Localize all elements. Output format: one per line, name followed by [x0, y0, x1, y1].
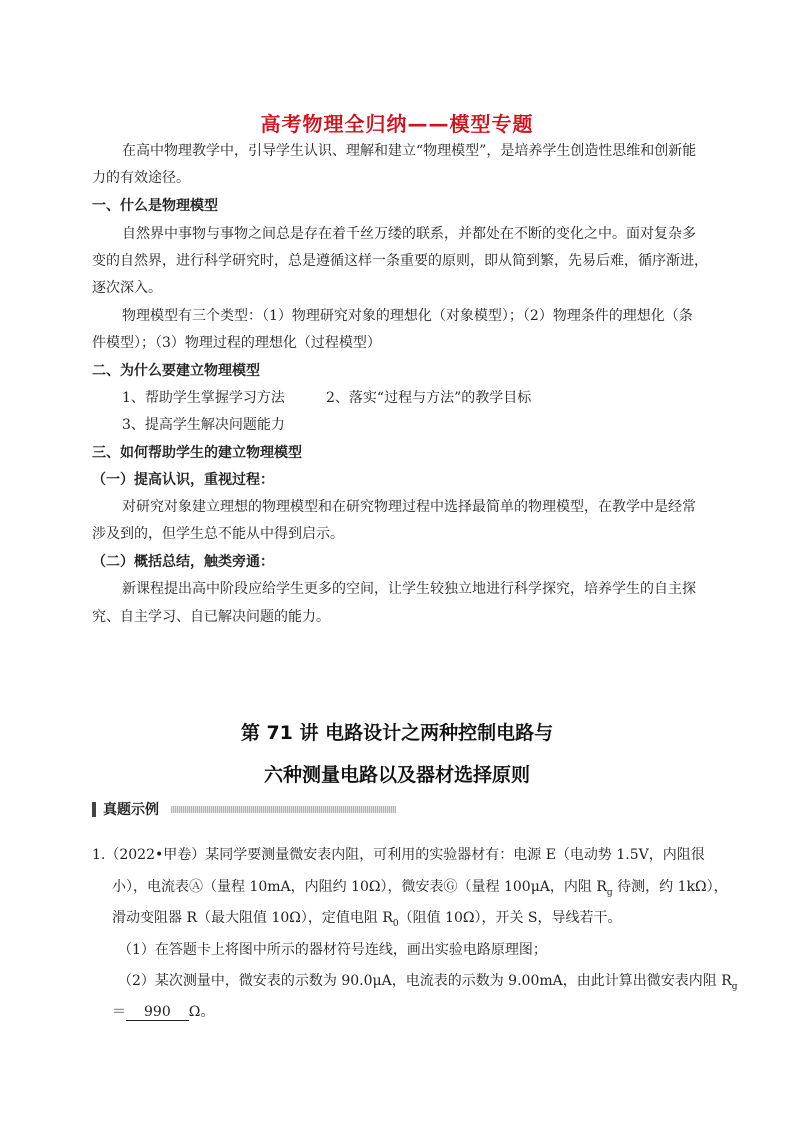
section-3-heading: 三、如何帮助学生的建立物理模型 — [92, 445, 302, 461]
subscript-0: 0 — [392, 918, 399, 929]
section-marker — [92, 802, 96, 817]
answer-blank: 990 — [126, 1004, 189, 1021]
answer-unit: Ω。 — [188, 1004, 215, 1020]
sec3-sub2-line1: 新课程提出高中阶段应给学生更多的空间，让学生较独立地进行科学探究，培养学生的自主探 — [122, 581, 696, 597]
section-2-heading: 二、为什么要建立物理模型 — [92, 363, 260, 379]
intro-line-2: 力的有效途径。 — [92, 170, 190, 186]
section-1-heading: 一、什么是物理模型 — [92, 198, 218, 214]
sec3-subheading-1: （一）提高认识，重视过程： — [92, 472, 274, 488]
sec2-item-2: 2、落实“过程与方法”的教学目标 — [326, 390, 532, 406]
sec2-item-1: 1、帮助学生掌握学习方法 — [122, 390, 285, 406]
sec3-sub2-line2: 究、自主学习、自已解决问题的能力。 — [92, 609, 330, 625]
sec3-sub1-line1: 对研究对象建立理想的物理模型和在研究物理过程中选择最简单的物理模型，在教学中是经常 — [122, 499, 696, 515]
question-part-2 — [118, 971, 738, 997]
document-title: 高考物理全归纳——模型专题 — [260, 112, 534, 136]
sec2-item-3: 3、提高学生解决问题能力 — [122, 417, 285, 433]
question-line-3-text-b: （阻值 10Ω），开关 S，导线若干。 — [398, 910, 622, 926]
question-line-2-text-b: 待测，约 1kΩ）， — [612, 879, 728, 895]
section-label: 真题示例 — [103, 802, 159, 818]
sec3-subheading-2: （二）概括总结，触类旁通： — [92, 554, 274, 570]
sec1-para1-line2: 变的自然界，进行科学研究时，总是遵循这样一条重要的原则，即从简到繁，先易后难，循序渐进， — [92, 253, 708, 269]
question-part-1: （1）在答题卡上将图中所示的器材符号连线，画出实验电路原理图； — [118, 942, 547, 958]
question-line-2-text: 小），电流表Ⓐ（量程 10mA，内阻约 10Ω），微安表Ⓖ（量程 100μA，内阻 R — [112, 879, 607, 895]
question-line-2 — [112, 877, 728, 903]
question-line-3 — [112, 908, 622, 934]
sec1-para2-line2: 件模型）；（3）物理过程的理想化（过程模型） — [92, 335, 381, 351]
subscript-g: g — [606, 887, 613, 898]
lecture-title-line-2: 六种测量电路以及器材选择原则 — [263, 764, 530, 786]
subscript-g-2: g — [731, 981, 738, 992]
question-part-2-text: （2）某次测量中，微安表的示数为 90.0μA，电流表的示数为 9.00mA，由此计算出微安表内阻 R — [118, 973, 732, 989]
intro-line-1: 在高中物理教学中，引导学生认识、理解和建立“物理模型”，是培养学生创造性思维和创新能 — [122, 143, 697, 159]
sec3-sub1-line2: 涉及到的，但学生总不能从中得到启示。 — [92, 526, 344, 542]
lecture-title-line-1: 第 71 讲 电路设计之两种控制电路与 — [240, 722, 554, 744]
section-rule — [171, 806, 396, 813]
sec1-para2-line1: 物理模型有三个类型：（1）物理研究对象的理想化（对象模型）；（2）物理条件的理想化（条 — [122, 308, 693, 324]
section-label-bar — [92, 800, 396, 818]
answer-line — [112, 1002, 214, 1022]
question-line-3-text: 滑动变阻器 R（最大阻值 10Ω），定值电阻 R — [112, 910, 393, 926]
sec1-para1-line3: 逐次深入。 — [92, 280, 162, 296]
sec1-para1-line1: 自然界中事物与事物之间总是存在着千丝万缕的联系，并都处在不断的变化之中。面对复杂多 — [122, 226, 696, 242]
question-line-1: 1.（2022•甲卷）某同学要测量微安表内阻，可利用的实验器材有：电源 E（电动势 1.5V，内阻很 — [92, 847, 705, 863]
equals-sign: ＝ — [112, 1004, 126, 1020]
